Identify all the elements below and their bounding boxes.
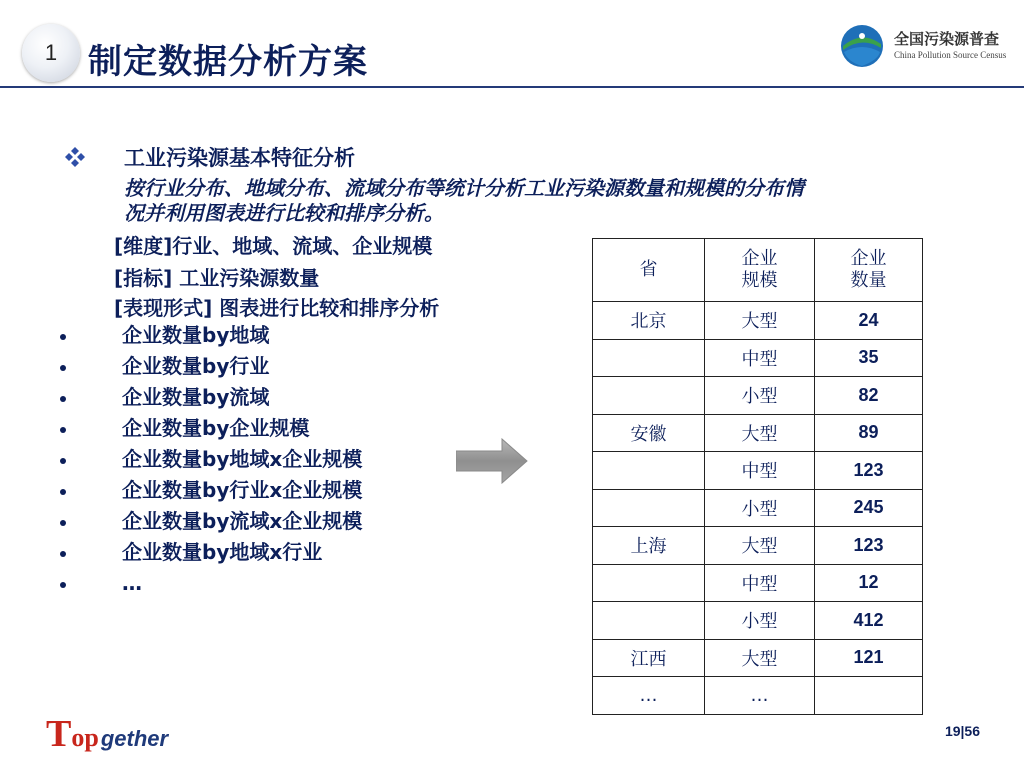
header-enterprise-count: 企业 数量	[815, 239, 923, 302]
logo-english-text: China Pollution Source Census	[894, 50, 1007, 60]
cell-count: 24	[815, 302, 923, 340]
cell-scale: 中型	[705, 564, 815, 602]
cell-province	[593, 339, 705, 377]
cell-province	[593, 377, 705, 415]
census-logo	[838, 24, 1007, 68]
table-row	[593, 564, 923, 602]
cell-count: 82	[815, 377, 923, 415]
cell-count: 35	[815, 339, 923, 377]
bullet-dot-icon	[60, 551, 66, 557]
header-province: 省	[593, 239, 705, 302]
cell-scale: 大型	[705, 302, 815, 340]
bullet-dot-icon	[60, 520, 66, 526]
cell-scale: …	[705, 677, 815, 715]
cell-province: 安徽	[593, 414, 705, 452]
cell-province: 上海	[593, 527, 705, 565]
table-row	[593, 377, 923, 415]
cell-province: …	[593, 677, 705, 715]
cell-count: 412	[815, 602, 923, 640]
logo-chinese-text: 全国污染源普查	[894, 30, 1000, 48]
table-row	[593, 527, 923, 565]
cell-province	[593, 452, 705, 490]
cell-scale: 小型	[705, 489, 815, 527]
header-enterprise-scale: 企业 规模	[705, 239, 815, 302]
cell-scale: 中型	[705, 339, 815, 377]
cell-scale: 小型	[705, 602, 815, 640]
table-row	[593, 414, 923, 452]
cell-count: 12	[815, 564, 923, 602]
section-description: 按行业分布、地域分布、流域分布等统计分析工业污染源数量和规模的分布情况并利用图表进行比较和排序分析。	[124, 176, 804, 225]
cell-count: 121	[815, 639, 923, 677]
table-row	[593, 452, 923, 490]
bullet-dot-icon	[60, 365, 66, 371]
table-header-row	[593, 239, 923, 302]
section-heading: 工业污染源基本特征分析	[124, 145, 355, 170]
cell-province	[593, 489, 705, 527]
bullet-dot-icon	[60, 458, 66, 464]
page-number: 19|56	[944, 723, 980, 739]
cell-scale: 大型	[705, 527, 815, 565]
table-row	[593, 302, 923, 340]
slide-number-badge: 1	[22, 24, 80, 82]
table-row	[593, 639, 923, 677]
cell-province	[593, 564, 705, 602]
cell-province: 江西	[593, 639, 705, 677]
indicator-line: [指标] 工业污染源数量	[114, 266, 320, 290]
cell-province	[593, 602, 705, 640]
bullet-dot-icon	[60, 334, 66, 340]
cell-count: 123	[815, 452, 923, 490]
topgether-logo: Topgether	[46, 713, 169, 755]
presentation-line: [表现形式] 图表进行比较和排序分析	[114, 296, 440, 320]
cell-scale: 中型	[705, 452, 815, 490]
cell-province: 北京	[593, 302, 705, 340]
diamond-bullet-icon	[64, 146, 86, 168]
table-row	[593, 677, 923, 715]
header-rule	[0, 86, 1024, 88]
cell-count: 89	[815, 414, 923, 452]
slide-title: 制定数据分析方案	[88, 42, 368, 82]
right-arrow-icon	[456, 438, 528, 484]
cell-scale: 大型	[705, 414, 815, 452]
dimension-line: [维度]行业、地域、流域、企业规模	[114, 234, 433, 258]
census-globe-icon	[838, 24, 886, 68]
cell-count	[815, 677, 923, 715]
cell-count: 123	[815, 527, 923, 565]
enterprise-table	[592, 238, 923, 715]
table-row	[593, 489, 923, 527]
table-row	[593, 602, 923, 640]
bullet-dot-icon	[60, 489, 66, 495]
cell-scale: 小型	[705, 377, 815, 415]
bullet-dot-icon	[60, 396, 66, 402]
bullet-dot-icon	[60, 427, 66, 433]
cell-count: 245	[815, 489, 923, 527]
bullet-dot-icon	[60, 582, 66, 588]
table-row	[593, 339, 923, 377]
cell-scale: 大型	[705, 639, 815, 677]
